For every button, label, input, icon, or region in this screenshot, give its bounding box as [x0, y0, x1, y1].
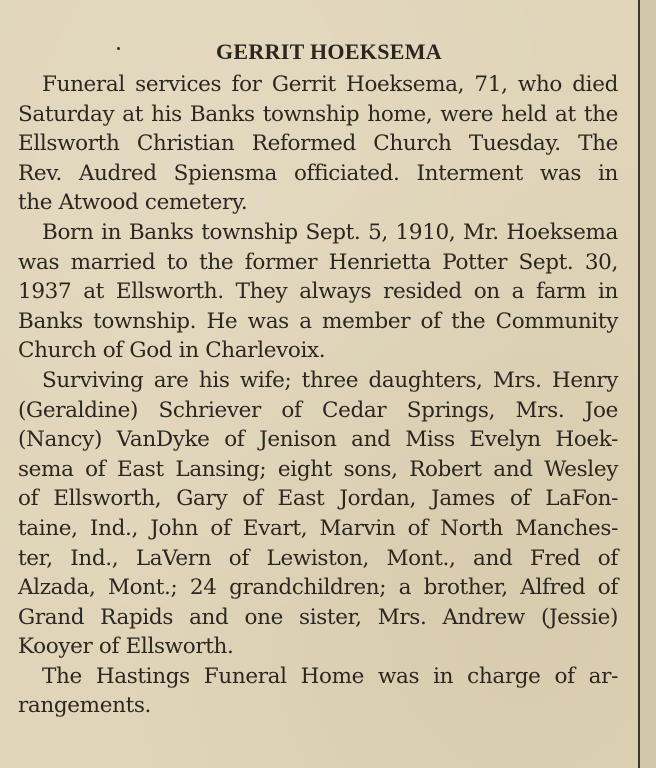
text-line: Banks township. He was a member of the Community [18, 308, 618, 334]
paragraph-biography [18, 218, 618, 366]
text-line: sema of East Lansing; eight sons, Robert and Wesley [18, 456, 618, 482]
text-line: Grand Rapids and one sister, Mrs. Andrew (Jessie) [18, 604, 618, 630]
text-line: the Atwood cemetery. [18, 190, 248, 216]
text-line: Kooyer of Ellsworth. [18, 634, 234, 660]
text-line: Rev. Audred Spiensma officiated. Interment was in [18, 160, 618, 186]
paragraph-survivors [18, 366, 618, 662]
text-line: Church of God in Charlevoix. [18, 338, 326, 364]
text-line: (Nancy) VanDyke of Jenison and Miss Evelyn Hoek- [18, 427, 618, 453]
text-line: Surviving are his wife; three daughters, Mrs. Henry [42, 367, 618, 393]
text-line: The Hastings Funeral Home was in charge of ar- [42, 663, 618, 689]
text-line: Born in Banks township Sept. 5, 1910, Mr. Hoeksema [42, 219, 618, 245]
text-line: 1937 at Ellsworth. They always resided on a farm in [18, 279, 618, 305]
text-line: (Geraldine) Schriever of Cedar Springs, Mrs. Joe [18, 397, 618, 423]
obituary-body [18, 70, 618, 721]
paragraph-arrangements [18, 662, 618, 721]
text-line: Ellsworth Christian Reformed Church Tuesday. The [18, 131, 618, 157]
column-rule [638, 0, 640, 768]
text-line: was married to the former Henrietta Potter Sept. 30, [18, 249, 618, 275]
adjacent-column-margin [640, 0, 656, 768]
text-line: rangements. [18, 693, 152, 719]
obituary-headline: GERRIT HOEKSEMA [216, 39, 442, 64]
text-line: Saturday at his Banks township home, were held at the [18, 101, 618, 127]
text-line: of Ellsworth, Gary of East Jordan, James of LaFon- [18, 486, 618, 512]
text-line: Alzada, Mont.; 24 grandchildren; a brother, Alfred of [18, 575, 618, 601]
text-line: ter, Ind., LaVern of Lewiston, Mont., and Fred of [18, 545, 618, 571]
text-line: Funeral services for Gerrit Hoeksema, 71, who died [42, 72, 618, 97]
text-line: taine, Ind., John of Evart, Marvin of North Manches- [18, 515, 618, 541]
paragraph-services [18, 70, 618, 218]
